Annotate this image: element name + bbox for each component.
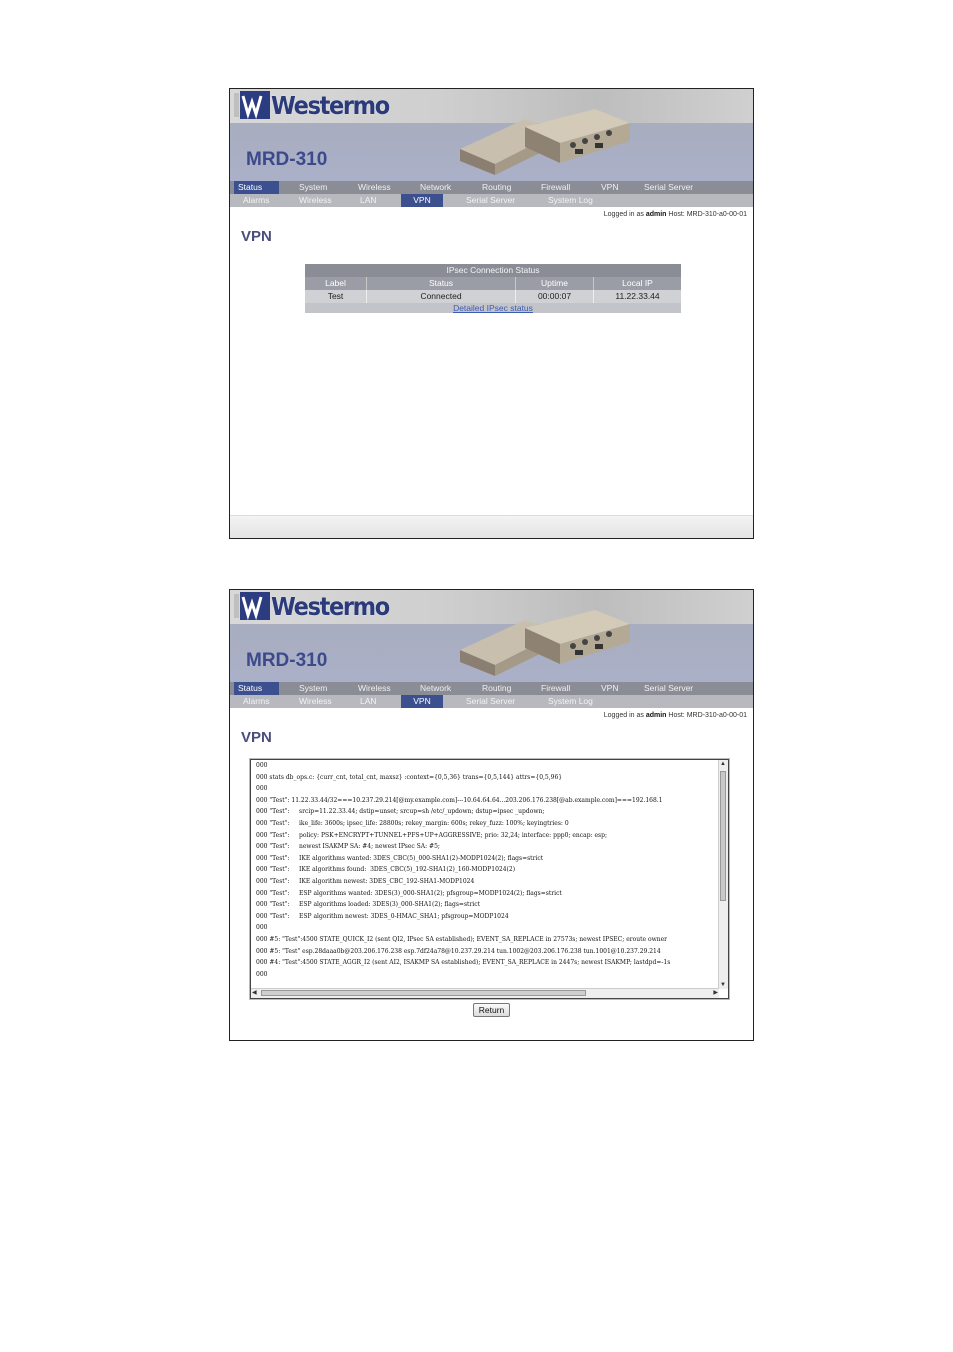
scroll-right-icon[interactable]: ▶ xyxy=(713,990,718,996)
nav-network[interactable]: Network xyxy=(420,182,452,192)
subnav-alarms[interactable]: Alarms xyxy=(243,696,270,706)
logo-text: Westermo xyxy=(271,90,389,120)
log-line: 000 xyxy=(256,785,268,793)
detailed-ipsec-status-link[interactable]: Detailed IPsec status xyxy=(453,303,533,313)
log-line: 000 xyxy=(256,924,268,932)
log-line: 000 stats db_ops.c: {curr_cnt, total_cnt, maxsz} :context={0,5,36} trans={0,5,144} attrs={0,5,96} xyxy=(256,773,563,781)
vertical-scroll-thumb[interactable] xyxy=(720,771,726,901)
login-user: admin xyxy=(645,211,667,218)
primary-nav xyxy=(230,181,753,194)
header-banner xyxy=(230,590,753,682)
nav-routing[interactable]: Routing xyxy=(482,182,512,192)
log-line: 000 #5: "Test" esp.28daaa0b@203.206.176.238 esp.7df24a78@10.237.29.214 tun.1002@203.206.176.238 tun.1001@10.237.29.214 xyxy=(256,947,661,955)
table-row xyxy=(305,290,681,303)
vpn-detail-screenshot xyxy=(229,589,754,1041)
host-label: Host: xyxy=(668,712,685,719)
log-line: 000 "Test": ike_life: 3600s; ipsec_life: 28800s; rekey_margin: 600s; rekey_fuzz: 100%; keyingtries: 0 xyxy=(256,819,569,827)
header-local-ip: Local IP xyxy=(593,277,681,290)
subnav-serial-server[interactable]: Serial Server xyxy=(466,195,516,205)
log-line: 000 #5: "Test":4500 STATE_QUICK_I2 (sent QI2, IPsec SA established); EVENT_SA_REPLACE in 27573s; newest IPSEC; eroute owner xyxy=(256,935,667,943)
subnav-vpn[interactable]: VPN xyxy=(401,695,443,708)
nav-wireless[interactable]: Wireless xyxy=(358,182,391,192)
product-name: MRD-310 xyxy=(246,650,328,671)
scroll-up-icon[interactable]: ▲ xyxy=(720,761,726,767)
log-line: 000 "Test": ESP algorithms wanted: 3DES(3)_000-SHA1(2); pfsgroup=MODP1024(2); flags=strict xyxy=(256,889,562,897)
return-button[interactable]: Return xyxy=(473,1003,510,1017)
subnav-lan[interactable]: LAN xyxy=(360,195,377,205)
ipsec-status-log[interactable] xyxy=(250,759,729,999)
page-title: VPN xyxy=(241,729,272,746)
subnav-lan[interactable]: LAN xyxy=(360,696,377,706)
nav-vpn[interactable]: VPN xyxy=(601,683,619,693)
nav-status[interactable]: Status xyxy=(234,682,279,695)
footer-bar xyxy=(230,515,753,538)
vpn-status-screenshot xyxy=(229,88,754,539)
cell-label: Test xyxy=(305,290,366,303)
log-line: 000 "Test": policy: PSK+ENCRYPT+TUNNEL+PFS+UP+AGGRESSIVE; prio: 32,24; interface: ppp0; encap: esp; xyxy=(256,831,607,839)
secondary-nav xyxy=(230,695,753,708)
header-label: Label xyxy=(305,277,366,290)
log-line: 000 xyxy=(256,762,268,769)
host-name: MRD-310-a0-00-01 xyxy=(686,211,747,218)
horizontal-scroll-thumb[interactable] xyxy=(261,990,586,996)
log-line: 000 "Test": IKE algorithms wanted: 3DES_CBC(5)_000-SHA1(2)-MODP1024(2); flags=strict xyxy=(256,854,544,862)
log-line: 000 #4: "Test":4500 STATE_AGGR_I2 (sent AI2, ISAKMP SA established); EVENT_SA_REPLACE in 2447s; newest ISAKMP; lastdpd=-1s xyxy=(256,959,671,967)
host-name: MRD-310-a0-00-01 xyxy=(686,712,747,719)
table-caption: IPsec Connection Status xyxy=(305,264,681,277)
subnav-wireless[interactable]: Wireless xyxy=(299,696,332,706)
horizontal-scrollbar[interactable] xyxy=(251,988,719,998)
login-user: admin xyxy=(645,712,667,719)
login-prefix: Logged in as xyxy=(603,211,644,218)
subnav-wireless[interactable]: Wireless xyxy=(299,195,332,205)
product-name: MRD-310 xyxy=(246,149,328,170)
nav-vpn[interactable]: VPN xyxy=(601,182,619,192)
primary-nav xyxy=(230,682,753,695)
cell-local-ip: 11.22.33.44 xyxy=(593,290,681,303)
westermo-logo[interactable] xyxy=(234,91,402,119)
log-line: 000 "Test": IKE algorithms found: 3DES_CBC(5)_192-SHA1(2)_160-MODP1024(2) xyxy=(256,866,516,874)
nav-serial-server[interactable]: Serial Server xyxy=(644,182,694,192)
nav-system[interactable]: System xyxy=(299,182,328,192)
westermo-logo-icon xyxy=(234,592,270,620)
subnav-serial-server[interactable]: Serial Server xyxy=(466,696,516,706)
table-footer xyxy=(305,303,681,313)
ipsec-status-table xyxy=(305,264,681,313)
router-device-image xyxy=(455,610,645,682)
secondary-nav xyxy=(230,194,753,207)
westermo-logo-icon xyxy=(234,91,270,119)
subnav-vpn[interactable]: VPN xyxy=(401,194,443,207)
nav-firewall[interactable]: Firewall xyxy=(541,182,571,192)
scroll-left-icon[interactable]: ◀ xyxy=(252,990,257,996)
login-status xyxy=(604,211,747,218)
log-line: 000 "Test": IKE algorithm newest: 3DES_CBC_192-SHA1-MODP1024 xyxy=(256,877,475,885)
log-text xyxy=(256,760,718,986)
host-label: Host: xyxy=(668,211,685,218)
cell-uptime: 00:00:07 xyxy=(515,290,593,303)
subnav-system-log[interactable]: System Log xyxy=(548,696,593,706)
subnav-system-log[interactable]: System Log xyxy=(548,195,593,205)
log-line: 000 "Test": ESP algorithms loaded: 3DES(3)_000-SHA1(2); flags=strict xyxy=(256,901,480,909)
vertical-scrollbar[interactable] xyxy=(718,760,728,989)
nav-serial-server[interactable]: Serial Server xyxy=(644,683,694,693)
westermo-logo[interactable] xyxy=(234,592,402,620)
logo-text: Westermo xyxy=(271,591,389,621)
nav-wireless[interactable]: Wireless xyxy=(358,683,391,693)
log-line: 000 xyxy=(256,970,268,978)
nav-status[interactable]: Status xyxy=(234,181,279,194)
log-line: 000 "Test": ESP algorithm newest: 3DES_0-HMAC_SHA1; pfsgroup=MODP1024 xyxy=(256,912,509,920)
subnav-alarms[interactable]: Alarms xyxy=(243,195,270,205)
nav-network[interactable]: Network xyxy=(420,683,452,693)
log-line: 000 "Test": srcip=11.22.33.44; dstip=unset; srcup=sh /etc/_updown; dstup=ipsec _updown; xyxy=(256,808,545,816)
scroll-down-icon[interactable]: ▼ xyxy=(720,982,726,988)
login-prefix: Logged in as xyxy=(603,712,644,719)
nav-system[interactable]: System xyxy=(299,683,328,693)
log-line: 000 "Test": newest ISAKMP SA: #4; newest IPsec SA: #5; xyxy=(256,843,440,851)
nav-firewall[interactable]: Firewall xyxy=(541,683,571,693)
table-header-row xyxy=(305,277,681,290)
cell-status: Connected xyxy=(366,290,515,303)
header-banner xyxy=(230,89,753,181)
router-device-image xyxy=(455,109,645,181)
page-title: VPN xyxy=(241,228,272,245)
header-status: Status xyxy=(366,277,515,290)
login-status xyxy=(604,712,747,719)
header-uptime: Uptime xyxy=(515,277,593,290)
log-line: 000 "Test": 11.22.33.44/32===10.237.29.214[@my.example.com]---10.64.64.64...203.206.176.238[@ab.example.com]===192.168.1 xyxy=(256,796,663,804)
nav-routing[interactable]: Routing xyxy=(482,683,512,693)
